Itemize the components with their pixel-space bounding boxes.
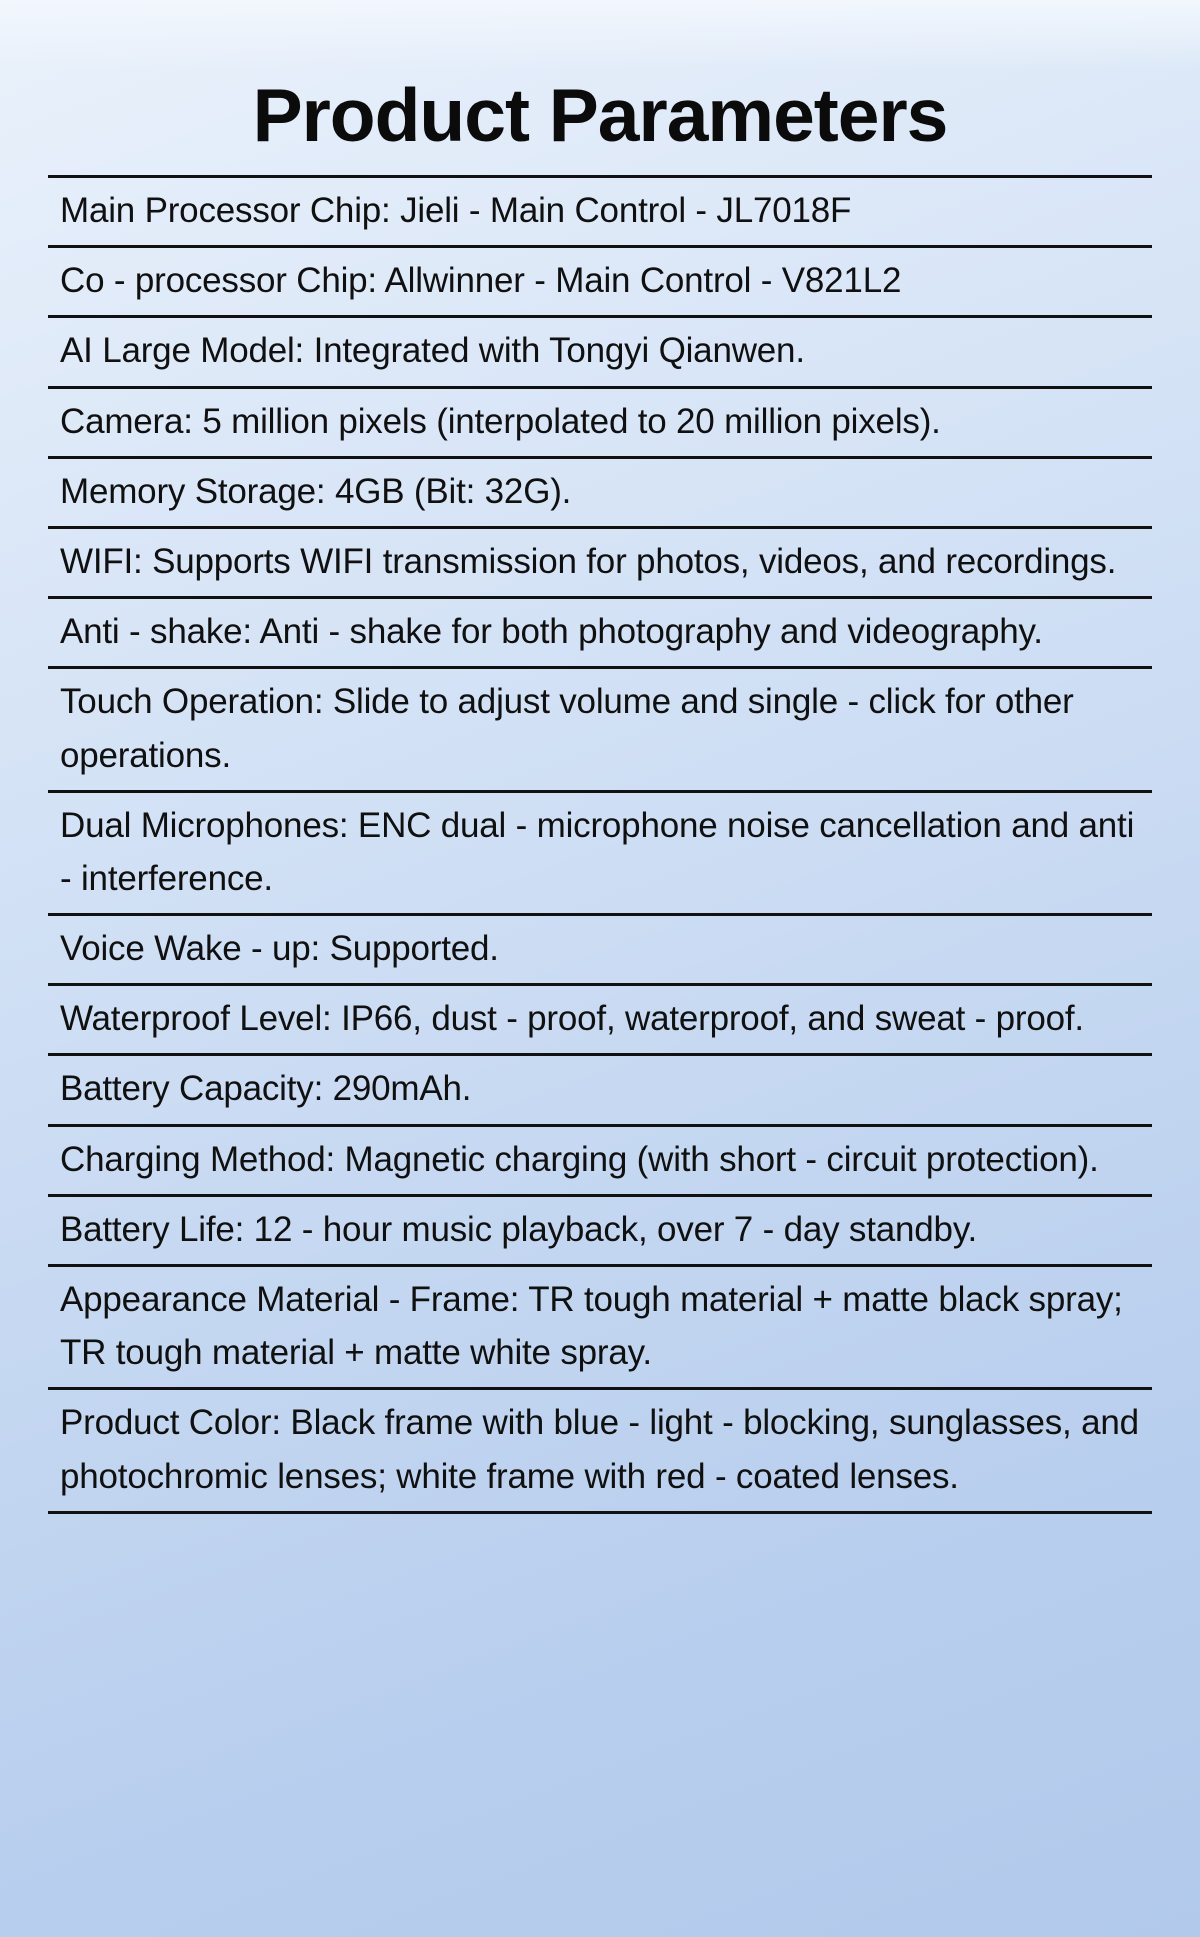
table-row (48, 1267, 1152, 1390)
spec-ai-large-model: AI Large Model: Integrated with Tongyi Qianwen. (60, 331, 805, 371)
spec-touch-operation: Touch Operation: Slide to adjust volume and single ‐ click for other operations. (60, 682, 1074, 775)
spec-waterproof-level: Waterproof Level: IP66, dust ‐ proof, waterproof, and sweat ‐ proof. (60, 999, 1084, 1039)
table-row (48, 669, 1152, 792)
spec-anti-shake: Anti ‐ shake: Anti ‐ shake for both photography and videography. (60, 612, 1043, 652)
table-row (48, 529, 1152, 599)
table-row (48, 599, 1152, 669)
spec-camera: Camera: 5 million pixels (interpolated to 20 million pixels). (60, 401, 941, 441)
spec-main-processor-chip: Main Processor Chip: Jieli ‐ Main Control ‐ JL7018F (60, 191, 852, 230)
table-row (48, 459, 1152, 529)
page-title: Product Parameters (252, 73, 948, 157)
table-row (48, 248, 1152, 318)
spec-battery-life: Battery Life: 12 ‐ hour music playback, over 7 ‐ day standby. (60, 1209, 978, 1249)
spec-battery-capacity: Battery Capacity: 290mAh. (60, 1069, 472, 1109)
spec-co-processor-chip: Co ‐ processor Chip: Allwinner ‐ Main Control ‐ V821L2 (60, 261, 902, 301)
table-row (48, 318, 1152, 388)
table-row (48, 389, 1152, 459)
table-row (48, 178, 1152, 248)
table-row (48, 986, 1152, 1056)
spec-wifi: WIFI: Supports WIFI transmission for photos, videos, and recordings. (60, 541, 1117, 581)
spec-voice-wake-up: Voice Wake ‐ up: Supported. (60, 929, 499, 969)
spec-product-color: Product Color: Black frame with blue ‐ light ‐ blocking, sunglasses, and photochromic lenses; white frame with red ‐ coated lenses. (60, 1403, 1139, 1496)
table-row (48, 1390, 1152, 1513)
spec-dual-microphones: Dual Microphones: ENC dual ‐ microphone noise cancellation and anti ‐ interference. (60, 805, 1135, 898)
table-row (48, 1056, 1152, 1126)
table-row (48, 1197, 1152, 1267)
table-row (48, 793, 1152, 916)
table-row (48, 1127, 1152, 1197)
specifications-table (48, 175, 1152, 1514)
spec-memory-storage: Memory Storage: 4GB (Bit: 32G). (60, 471, 572, 511)
table-row (48, 916, 1152, 986)
spec-appearance-material-frame: Appearance Material ‐ Frame: TR tough material + matte black spray; TR tough material + matte white spray. (60, 1280, 1123, 1373)
spec-charging-method: Charging Method: Magnetic charging (with short ‐ circuit protection). (60, 1139, 1099, 1179)
